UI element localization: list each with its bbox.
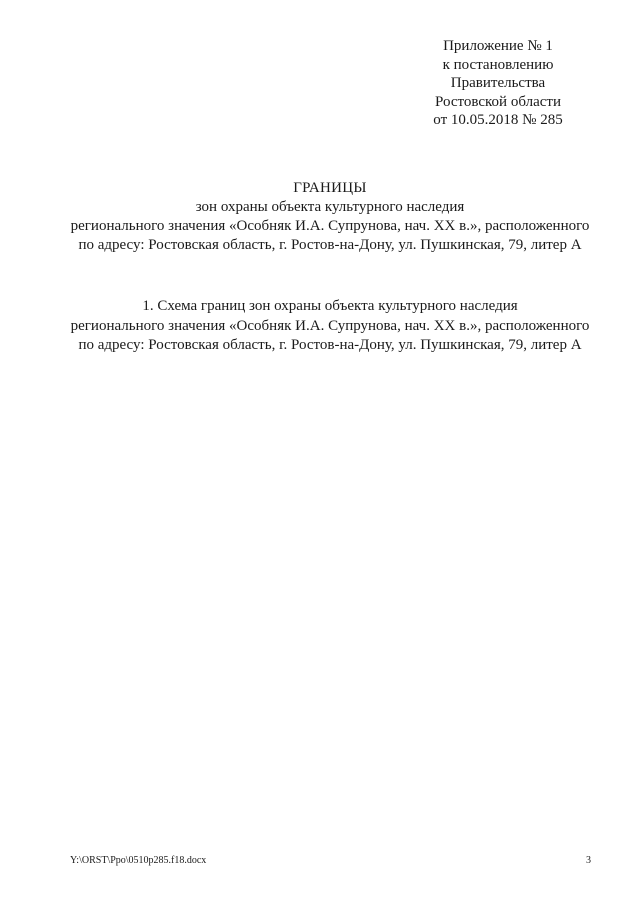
- appendix-line: Ростовской области: [435, 93, 561, 110]
- section-line: 1. Схема границ зон охраны объекта культурного наследия: [142, 298, 518, 314]
- section-line: по адресу: Ростовская область, г. Ростов-на-Дону, ул. Пушкинская, 79, литер А: [78, 337, 582, 353]
- appendix-line: от 10.05.2018 № 285: [433, 112, 563, 128]
- footer-page-number: 3: [586, 855, 591, 866]
- appendix-line: к постановлению: [442, 56, 554, 73]
- appendix-line: Правительства: [450, 75, 546, 91]
- title-line: зон охраны объекта культурного наследия: [195, 199, 465, 215]
- appendix-line: Приложение № 1: [443, 38, 553, 54]
- title-line: по адресу: Ростовская область, г. Ростов-на-Дону, ул. Пушкинская, 79, литер А: [78, 237, 582, 253]
- section-line: регионального значения «Особняк И.А. Супрунова, нач. XX в.», расположенного: [70, 317, 590, 334]
- footer-file-path: Y:\ORST\Ppo\0510p285.f18.docx: [70, 855, 207, 866]
- title-line: регионального значения «Особняк И.А. Супрунова, нач. XX в.», расположенного: [70, 218, 590, 234]
- document-title: [40, 179, 620, 255]
- section-1-heading: [40, 297, 620, 356]
- title-heading: ГРАНИЦЫ: [293, 180, 367, 196]
- appendix-reference: [410, 37, 586, 130]
